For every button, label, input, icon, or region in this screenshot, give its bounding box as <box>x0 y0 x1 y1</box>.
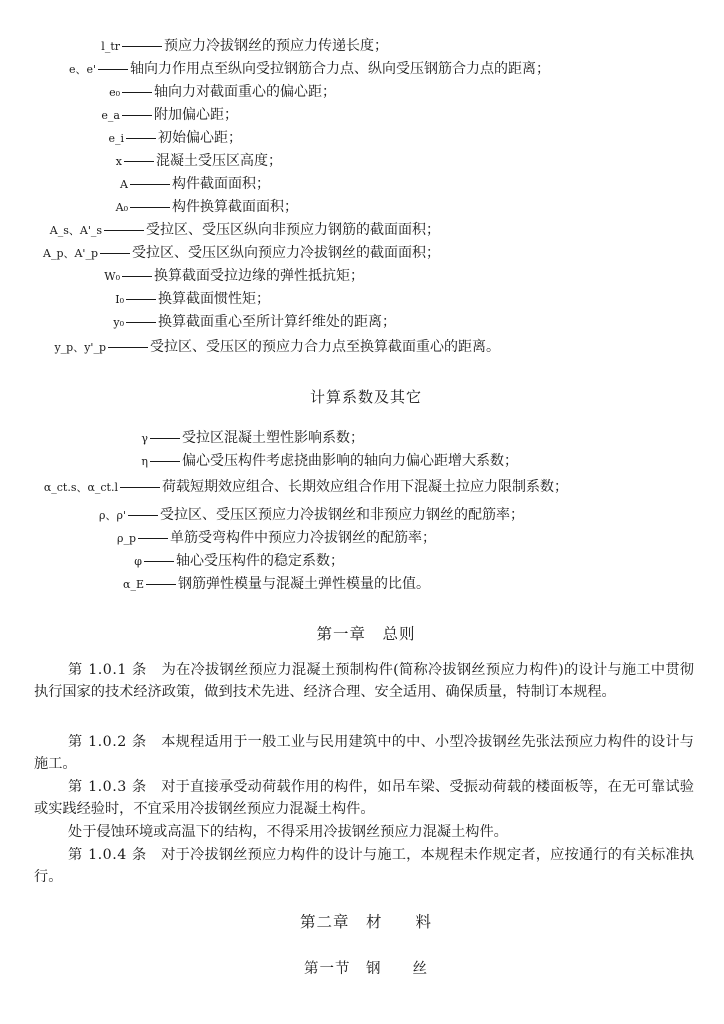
section-1-title: 第一节 钢 丝 <box>304 961 428 977</box>
symbol-definition: 轴向力作用点至纵向受拉钢筋合力点、纵向受压钢筋合力点的距离； <box>130 61 550 77</box>
dash <box>130 207 170 208</box>
coefficients-heading: 计算系数及其它 <box>309 388 422 406</box>
coefficient-row <box>70 506 524 525</box>
dash <box>100 253 130 254</box>
dash <box>122 115 152 116</box>
symbol-row <box>64 152 282 171</box>
symbol-row <box>66 313 396 332</box>
coefficient-definition: 钢筋弹性模量与混凝土弹性模量的比值。 <box>178 576 430 592</box>
symbol: α_E <box>123 578 144 591</box>
symbol-row <box>62 83 336 102</box>
clause-1-0-2 <box>34 732 694 775</box>
clause-text: 为在冷拔钢丝预应力混凝土预制构件(简称冷拔钢丝预应力构件)的设计与施工中贯彻执行国家的技术经济政策，做到技术先进、经济合理、安全适用、确保质量，特制订本规程。 <box>34 662 694 700</box>
dash <box>128 515 158 516</box>
dash <box>130 184 170 185</box>
dash <box>122 46 162 47</box>
symbol-row <box>70 175 270 194</box>
symbol: W₀ <box>104 270 120 283</box>
chapter-1-title: 第一章 总则 <box>316 625 416 643</box>
symbol-row <box>70 198 298 217</box>
clause-text: 对于直接承受动荷载作用的构件，如吊车梁、受振动荷载的楼面板等，在无可靠试验或实践经验时，不宜采用冷拔钢丝预应力混凝土构件。 <box>34 779 694 817</box>
coefficient-row <box>96 529 436 548</box>
dash <box>150 461 180 462</box>
dash <box>104 230 144 231</box>
dash <box>138 538 168 539</box>
symbol-definition: 预应力冷拔钢丝的预应力传递长度； <box>164 38 388 54</box>
dash <box>122 276 152 277</box>
clause-text: 处于侵蚀环境或高温下的结构，不得采用冷拔钢丝预应力混凝土构件。 <box>68 824 508 840</box>
clause-1-0-4 <box>34 845 694 888</box>
symbol: α_ct.s、α_ct.l <box>43 481 118 494</box>
symbol: A₀ <box>115 201 128 214</box>
coefficient-row <box>22 478 568 497</box>
symbol-row <box>62 267 364 286</box>
symbol-row <box>66 290 270 309</box>
symbol-row <box>40 244 440 263</box>
coefficient-row <box>112 452 518 471</box>
symbol-definition: 轴向力对截面重心的偏心距； <box>154 84 336 100</box>
clause-number: 第 1.0.1 条 <box>68 662 148 678</box>
symbol: A <box>120 178 128 191</box>
symbol: l_tr <box>101 40 120 53</box>
symbol: ρ、ρ' <box>99 509 126 522</box>
symbol: I₀ <box>115 293 124 306</box>
clause-1-0-3-note <box>34 822 694 844</box>
symbol-definition: 初始偏心距； <box>158 130 242 146</box>
dash <box>108 347 148 348</box>
coefficient-row <box>112 429 364 448</box>
symbol-row <box>44 221 440 240</box>
symbol: φ <box>134 555 142 568</box>
symbol: e_a <box>101 109 120 122</box>
symbol-definition: 换算截面受拉边缘的弹性抵抗矩； <box>154 268 364 284</box>
coefficient-definition: 偏心受压构件考虑挠曲影响的轴向力偏心距增大系数； <box>182 453 518 469</box>
clause-1-0-1 <box>34 660 694 703</box>
dash <box>126 322 156 323</box>
symbol-row <box>38 60 550 79</box>
dash <box>98 69 128 70</box>
symbol: y₀ <box>113 316 124 329</box>
chapter-2-title: 第二章 材 料 <box>299 913 432 931</box>
symbol: A_s、A'_s <box>49 224 102 237</box>
clause-number: 第 1.0.3 条 <box>68 779 147 795</box>
symbol: x <box>115 155 122 168</box>
dash <box>122 92 152 93</box>
symbol-row <box>66 129 242 148</box>
clause-text: 对于冷拔钢丝预应力构件的设计与施工，本规程未作规定者，应按通行的有关标准执行。 <box>34 847 694 885</box>
clause-1-0-3 <box>34 777 694 820</box>
symbol-row <box>62 37 388 56</box>
coefficient-definition: 单筋受弯构件中预应力冷拔钢丝的配筋率； <box>170 530 436 546</box>
clause-number: 第 1.0.2 条 <box>68 734 147 750</box>
symbol-definition: 换算截面重心至所计算纤维处的距离； <box>158 314 396 330</box>
symbol-row <box>62 106 238 125</box>
coefficient-definition: 受拉区、受压区预应力冷拔钢丝和非预应力钢丝的配筋率； <box>160 507 524 523</box>
coefficient-definition: 荷载短期效应组合、长期效应组合作用下混凝土拉应力限制系数； <box>162 479 568 495</box>
symbol-definition: 附加偏心距； <box>154 107 238 123</box>
dash <box>124 161 154 162</box>
dash <box>120 487 160 488</box>
symbol: η <box>141 455 148 468</box>
symbol: A_p、A'_p <box>43 247 98 260</box>
coefficient-row <box>100 575 430 594</box>
symbol: γ <box>141 432 148 445</box>
symbol: y_p、y'_p <box>54 341 106 354</box>
coefficient-definition: 轴心受压构件的稳定系数； <box>176 553 344 569</box>
symbol: ρ_p <box>116 532 136 545</box>
symbol-definition: 混凝土受压区高度； <box>156 153 282 169</box>
symbol-definition: 构件截面面积； <box>172 176 270 192</box>
symbol: e₀ <box>109 86 120 99</box>
symbol-definition: 构件换算截面面积； <box>172 199 298 215</box>
coefficient-row <box>106 552 344 571</box>
dash <box>126 138 156 139</box>
symbol: e_i <box>108 132 124 145</box>
clause-text: 本规程适用于一般工业与民用建筑中的中、小型冷拔钢丝先张法预应力构件的设计与施工。 <box>34 734 694 772</box>
symbol-definition: 换算截面惯性矩； <box>158 291 270 307</box>
dash <box>146 584 176 585</box>
symbol-definition: 受拉区、受压区的预应力合力点至换算截面重心的距离。 <box>150 339 500 355</box>
symbol-definition: 受拉区、受压区纵向预应力冷拔钢丝的截面面积； <box>132 245 440 261</box>
dash <box>144 561 174 562</box>
dash <box>126 299 156 300</box>
clause-number: 第 1.0.4 条 <box>68 847 147 863</box>
symbol: e、e' <box>68 63 96 76</box>
dash <box>150 438 180 439</box>
symbol-row <box>48 338 500 357</box>
coefficient-definition: 受拉区混凝土塑性影响系数； <box>182 430 364 446</box>
symbol-definition: 受拉区、受压区纵向非预应力钢筋的截面面积； <box>146 222 440 238</box>
